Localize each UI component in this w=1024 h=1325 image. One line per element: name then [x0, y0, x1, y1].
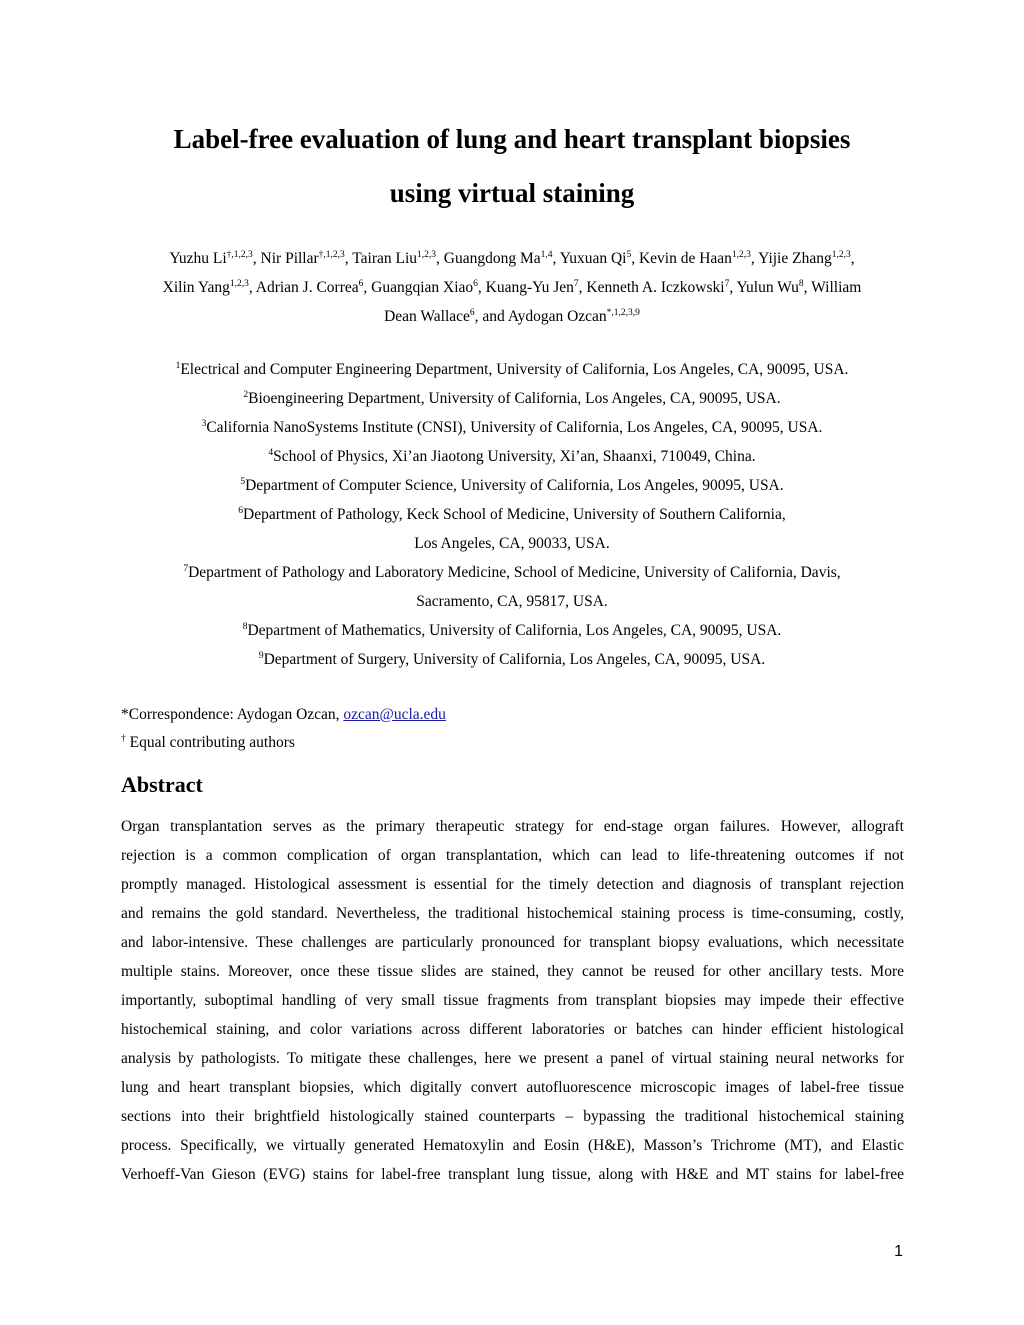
abstract-line: rejection is a common complication of organ transplantation, which can lead to life-threatening outcomes if not — [121, 847, 904, 864]
affiliation-8: $^8$Department of Mathematics, University of California, Los Angeles, CA, 90095, USA. — [242, 622, 782, 639]
affiliation-list — [60, 355, 964, 674]
abstract-heading: Abstract — [121, 772, 203, 797]
correspondence-email-link[interactable]: ozcan@ucla.edu — [343, 706, 446, 723]
abstract-line: promptly managed. Histological assessment is essential for the timely detection and diagnosis of transplant rejection — [121, 876, 904, 893]
abstract-line: process. Specifically, we virtually generated Hematoxylin and Eosin (H&E), Masson’s Trichrome (MT), and Elastic — [121, 1137, 904, 1154]
author-line-2: Xilin Yang$^{1,2,3}$, Adrian J. Correa$^6$, Guangqian Xiao$^6$, Kuang-Yu Jen$^7$, Kenneth A. Iczkowski$^7$, Yulun Wu$^8$, William — [162, 279, 862, 296]
abstract-line: Verhoeff-Van Gieson (EVG) stains for label-free transplant lung tissue, along with H&E and MT stains for label-free — [121, 1166, 904, 1183]
affiliation-7-continued: Sacramento, CA, 95817, USA. — [416, 593, 608, 610]
affiliation-9: $^9$Department of Surgery, University of California, Los Angeles, CA, 90095, USA. — [258, 651, 766, 668]
paper-title — [60, 112, 964, 220]
affiliation-3: $^3$California NanoSystems Institute (CNSI), University of California, Los Angeles, CA, 90095, USA. — [201, 419, 823, 436]
abstract-line: lung and heart transplant biopsies, which digitally convert autofluorescence microscopic images of label-free tissue — [121, 1079, 904, 1096]
title-line-2: using virtual staining — [389, 178, 635, 208]
abstract-line: and labor-intensive. These challenges are particularly pronounced for transplant biopsy evaluations, which necessitate — [121, 934, 904, 951]
affiliation-5: $^5$Department of Computer Science, University of California, Los Angeles, 90095, USA. — [240, 477, 784, 494]
abstract-line: histochemical staining, and color variations across different laboratories or batches can hinder efficient histological — [121, 1021, 904, 1038]
affiliation-4: $^4$School of Physics, Xi’an Jiaotong University, Xi’an, Shaanxi, 710049, China. — [268, 448, 756, 465]
affiliation-6-continued: Los Angeles, CA, 90033, USA. — [414, 535, 610, 552]
abstract-body — [121, 812, 904, 1189]
affiliation-7: $^7$Department of Pathology and Laboratory Medicine, School of Medicine, University of California, Davis, — [183, 564, 841, 581]
abstract-line: analysis by pathologists. To mitigate these challenges, here we present a panel of virtual staining neural networks for — [121, 1050, 904, 1067]
author-line-3: Dean Wallace$^6$, and Aydogan Ozcan$^{*,1,2,3,9}$ — [384, 308, 640, 325]
abstract-line: Organ transplantation serves as the primary therapeutic strategy for end-stage organ failures. However, allograft — [121, 818, 904, 835]
affiliation-1: $^1$Electrical and Computer Engineering Department, University of California, Los Angeles, CA, 90095, USA. — [175, 361, 849, 378]
author-line-1: Yuzhu $Li^{\dagger,1,2,3}$, Nir Pillar$^{\dagger,1,2,3}$, Tairan Liu$^{1,2,3}$, Guangdong Ma$^{1,4}$, Yuxuan Qi$^5$, Kevin de Haan$^{1,2,3}$, Yijie Zhang$^{1,2,3}$, — [169, 250, 855, 267]
abstract-line: multiple stains. Moreover, once these tissue slides are stained, they cannot be reused for other ancillary tests. More — [121, 963, 904, 980]
page-number: 1 — [894, 1243, 903, 1260]
abstract-line: and remains the gold standard. Nevertheless, the traditional histochemical staining process is time-consuming, costly, — [121, 905, 904, 922]
correspondence-block — [121, 701, 446, 757]
equal-contribution-note: † Equal contributing authors — [121, 734, 295, 751]
author-list — [100, 244, 924, 331]
abstract-line: sections into their brightfield histologically stained counterparts – bypassing the traditional histochemical staining — [121, 1108, 904, 1125]
correspondence-line: *Correspondence: Aydogan Ozcan, ozcan@ucla.edu — [121, 706, 446, 723]
affiliation-2: $^2$Bioengineering Department, University of California, Los Angeles, CA, 90095, USA. — [243, 390, 781, 407]
title-line-1: Label-free evaluation of lung and heart transplant biopsies — [173, 124, 851, 154]
affiliation-6: $^6$Department of Pathology, Keck School of Medicine, University of Southern California, — [238, 506, 786, 523]
abstract-line: importantly, suboptimal handling of very small tissue fragments from transplant biopsies may impede their effective — [121, 992, 904, 1009]
